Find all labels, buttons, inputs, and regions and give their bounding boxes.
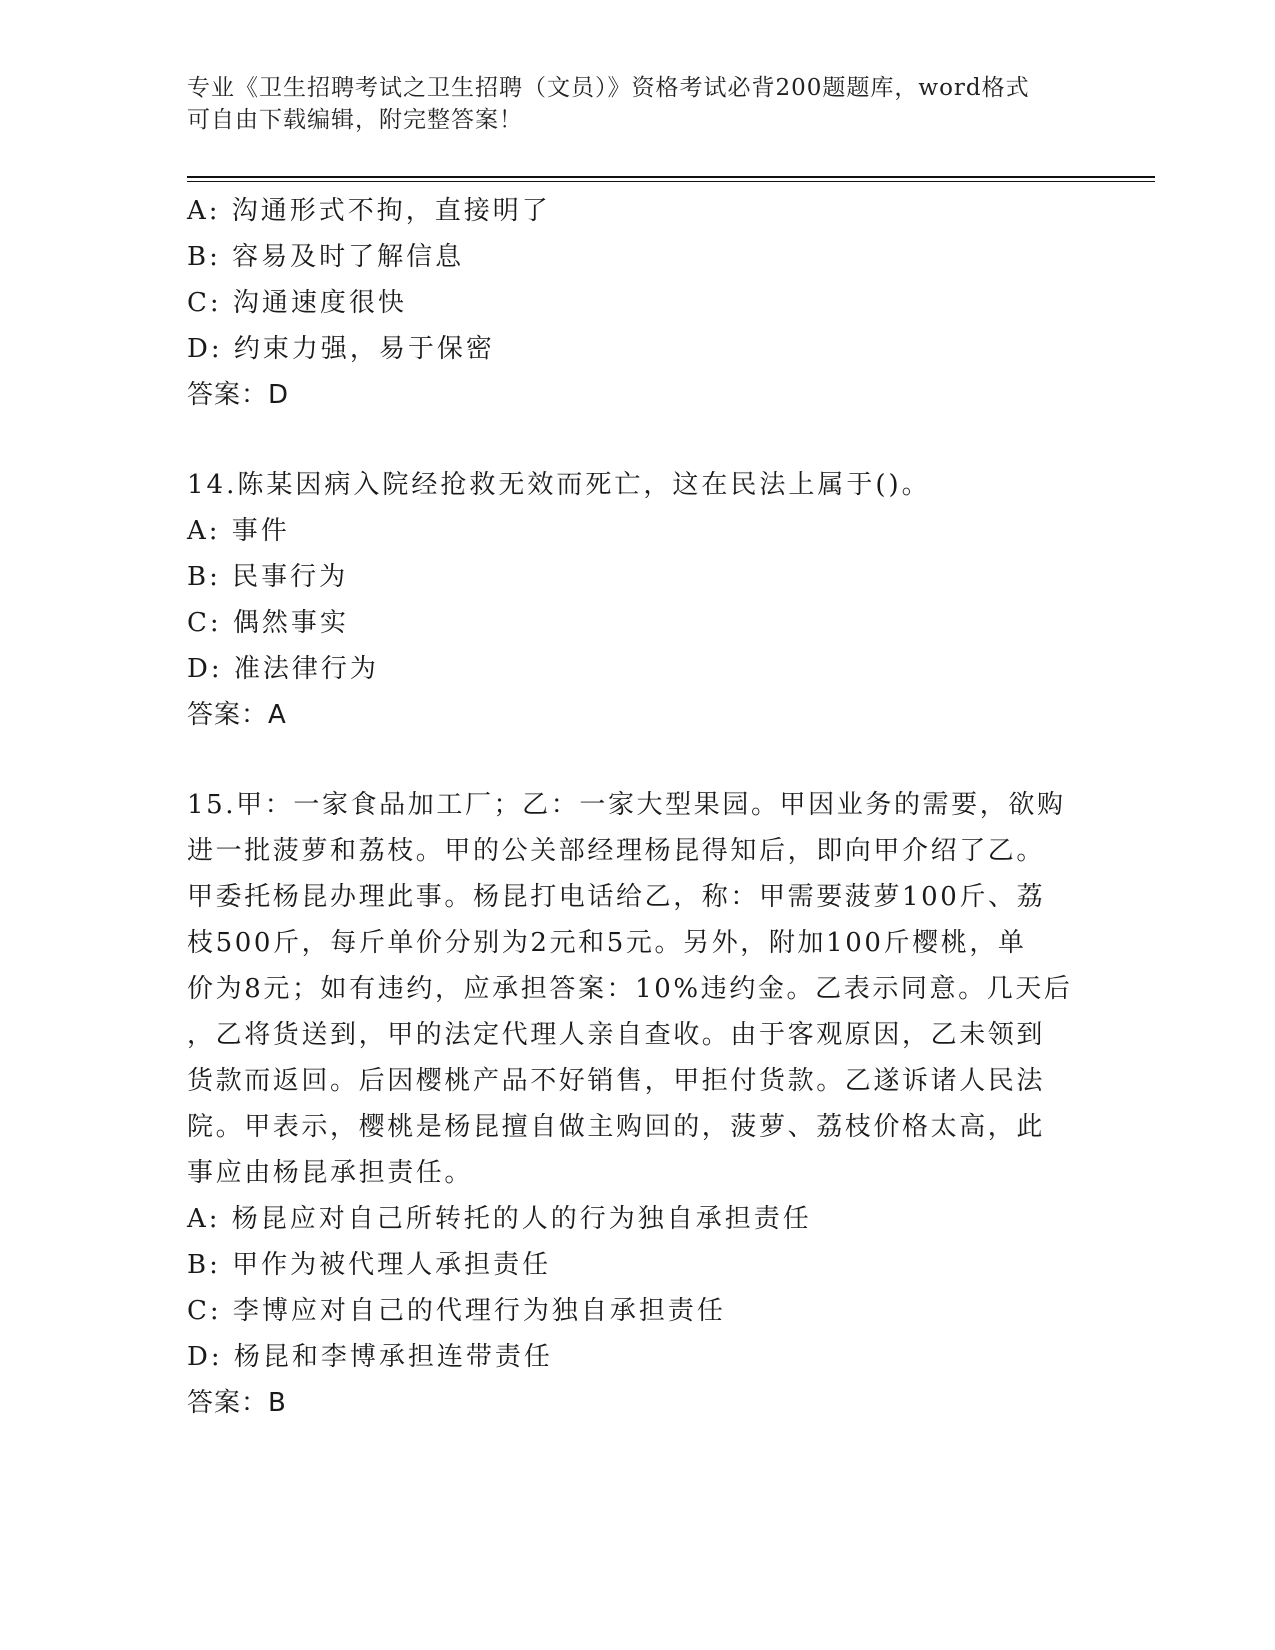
question-text bbox=[187, 782, 1087, 1196]
question-line: 院。甲表示，樱桃是杨昆擅自做主购回的，菠萝、荔枝价格太高，此 bbox=[187, 1112, 1046, 1142]
question-14 bbox=[187, 462, 1087, 738]
header-line-2: 可自由下载编辑，附完整答案！ bbox=[187, 107, 523, 133]
document-body bbox=[187, 188, 1087, 1426]
question-13 bbox=[187, 188, 1087, 418]
header-divider-thin bbox=[187, 181, 1155, 182]
option-c: C: 李博应对自己的代理行为独自承担责任 bbox=[187, 1296, 726, 1326]
question-line: 价为8元；如有违约，应承担答案：10%违约金。乙表示同意。几天后 bbox=[187, 974, 1073, 1004]
option-d: D: 准法律行为 bbox=[187, 654, 379, 684]
option-d: D: 约束力强，易于保密 bbox=[187, 334, 495, 364]
question-line: 甲委托杨昆办理此事。杨昆打电话给乙，称：甲需要菠萝100斤、荔 bbox=[187, 882, 1046, 912]
question-line: 货款而返回。后因樱桃产品不好销售，甲拒付货款。乙遂诉诸人民法 bbox=[187, 1066, 1046, 1096]
document-header bbox=[187, 72, 1067, 136]
option-a: A: 事件 bbox=[187, 516, 290, 546]
question-line: 进一批菠萝和荔枝。甲的公关部经理杨昆得知后，即向甲介绍了乙。 bbox=[187, 836, 1046, 866]
question-line: 事应由杨昆承担责任。 bbox=[187, 1158, 474, 1188]
answer-line: 答案：A bbox=[187, 700, 287, 730]
option-b: B: 民事行为 bbox=[187, 562, 349, 592]
answer-line: 答案：B bbox=[187, 1388, 287, 1418]
header-divider-thick bbox=[187, 176, 1155, 178]
question-15 bbox=[187, 782, 1087, 1426]
question-line: ，乙将货送到，甲的法定代理人亲自查收。由于客观原因，乙未领到 bbox=[187, 1020, 1046, 1050]
question-line: 15.甲：一家食品加工厂；乙：一家大型果园。甲因业务的需要，欲购 bbox=[187, 790, 1066, 820]
spacer bbox=[187, 738, 1087, 782]
option-a: A: 沟通形式不拘，直接明了 bbox=[187, 196, 551, 226]
option-d: D: 杨昆和李博承担连带责任 bbox=[187, 1342, 553, 1372]
option-c: C: 沟通速度很快 bbox=[187, 288, 407, 318]
option-a: A: 杨昆应对自己所转托的人的行为独自承担责任 bbox=[187, 1204, 812, 1234]
option-b: B: 容易及时了解信息 bbox=[187, 242, 465, 272]
spacer bbox=[187, 418, 1087, 462]
header-line-1: 专业《卫生招聘考试之卫生招聘（文员）》资格考试必背200题题库，word格式 bbox=[187, 75, 1030, 101]
question-text: 14.陈某因病入院经抢救无效而死亡，这在民法上属于()。 bbox=[187, 470, 931, 500]
answer-line: 答案：D bbox=[187, 380, 290, 410]
option-c: C: 偶然事实 bbox=[187, 608, 349, 638]
option-b: B: 甲作为被代理人承担责任 bbox=[187, 1250, 552, 1280]
question-line: 枝500斤，每斤单价分别为2元和5元。另外，附加100斤樱桃，单 bbox=[187, 928, 1027, 958]
